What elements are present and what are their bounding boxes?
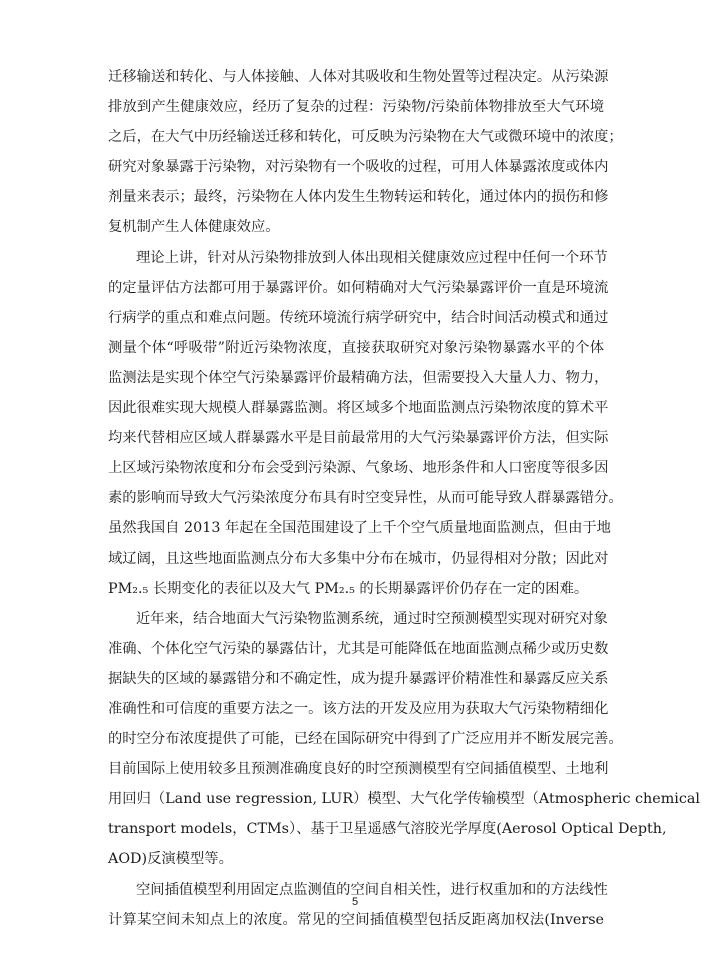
text-line: 研究对象暴露于污染物，对污染物有一个吸收的过程，可用人体暴露浓度或体内	[108, 159, 609, 176]
text-line: 素的影响而导致大气污染浓度分布具有时空变异性，从而可能导致人群暴露错分。	[108, 490, 623, 507]
text-line: 准确性和可信度的重要方法之一。该方法的开发及应用为获取大气污染物精细化	[108, 700, 609, 717]
text-line: 近年来，结合地面大气污染物监测系统，通过时空预测模型实现对研究对象	[136, 610, 608, 627]
text-line: 复机制产生人体健康效应。	[108, 219, 280, 236]
text-line: 的定量评估方法都可用于暴露评价。如何精确对大气污染暴露评价一直是环境流	[108, 279, 609, 296]
page-number: 5	[351, 896, 359, 908]
text-line: 之后，在大气中历经输送迁移和转化，可反映为污染物在大气或微环境中的浓度；	[108, 129, 623, 146]
body-text	[108, 62, 700, 935]
paragraph	[108, 243, 623, 604]
text-line: PM₂.₅ 长期变化的表征以及大气 PM₂.₅ 的长期暴露评价仍存在一定的困难。	[108, 580, 589, 597]
text-line: 空间插值模型利用固定点监测值的空间自相关性，进行权重加和的方法线性	[136, 881, 608, 898]
text-line: 测量个体“呼吸带”附近污染物浓度，直接获取研究对象污染物暴露水平的个体	[108, 339, 604, 356]
text-line: 均来代替相应区域人群暴露水平是目前最常用的大气污染暴露评价方法，但实际	[108, 430, 609, 447]
text-line: 监测法是实现个体空气污染暴露评价最精确方法，但需要投入大量人力、物力，	[108, 369, 609, 386]
text-line: AOD)反演模型等。	[108, 851, 233, 868]
text-line: 剂量来表示；最终，污染物在人体内发生生物转运和转化，通过体内的损伤和修	[108, 189, 609, 206]
text-line: 上区域污染物浓度和分布会受到污染源、气象场、地形条件和人口密度等很多因	[108, 460, 609, 477]
paragraph	[108, 62, 623, 243]
text-line: 域辽阔，且这些地面监测点分布大多集中分布在城市，仍显得相对分散；因此对	[108, 550, 609, 567]
text-line: 准确、个体化空气污染的暴露估计，尤其是可能降低在地面监测点稀少或历史数	[108, 640, 609, 657]
text-line: transport models，CTMs）、基于卫星遥感气溶胶光学厚度(Aerosol Optical Depth,	[108, 821, 667, 838]
text-line: 的时空分布浓度提供了可能，已经在国际研究中得到了广泛应用并不断发展完善。	[108, 731, 623, 748]
text-line: 目前国际上使用较多且预测准确度良好的时空预测模型有空间插值模型、土地利	[108, 761, 609, 778]
text-line: 虽然我国自 2013 年起在全国范围建设了上千个空气质量地面监测点，但由于地	[108, 520, 611, 537]
text-line: 因此很难实现大规模人群暴露监测。将区域多个地面监测点污染物浓度的算术平	[108, 400, 609, 417]
text-line: 行病学的重点和难点问题。传统环境流行病学研究中，结合时间活动模式和通过	[108, 309, 609, 326]
text-line: 用回归（Land use regression, LUR）模型、大气化学传输模型（Atmospheric chemical	[108, 791, 700, 808]
text-line: 理论上讲，针对从污染物排放到人体出现相关健康效应过程中任何一个环节	[136, 249, 608, 266]
text-line: 迁移输送和转化、与人体接触、人体对其吸收和生物处置等过程决定。从污染源	[108, 69, 609, 85]
text-line: 排放到产生健康效应，经历了复杂的过程：污染物/污染前体物排放至大气环境	[108, 99, 604, 116]
text-line: 计算某空间未知点上的浓度。常见的空间插值模型包括反距离加权法(Inverse	[108, 911, 604, 928]
paragraph	[108, 604, 700, 875]
text-line: 据缺失的区域的暴露错分和不确定性，成为提升暴露评价精准性和暴露反应关系	[108, 670, 609, 687]
